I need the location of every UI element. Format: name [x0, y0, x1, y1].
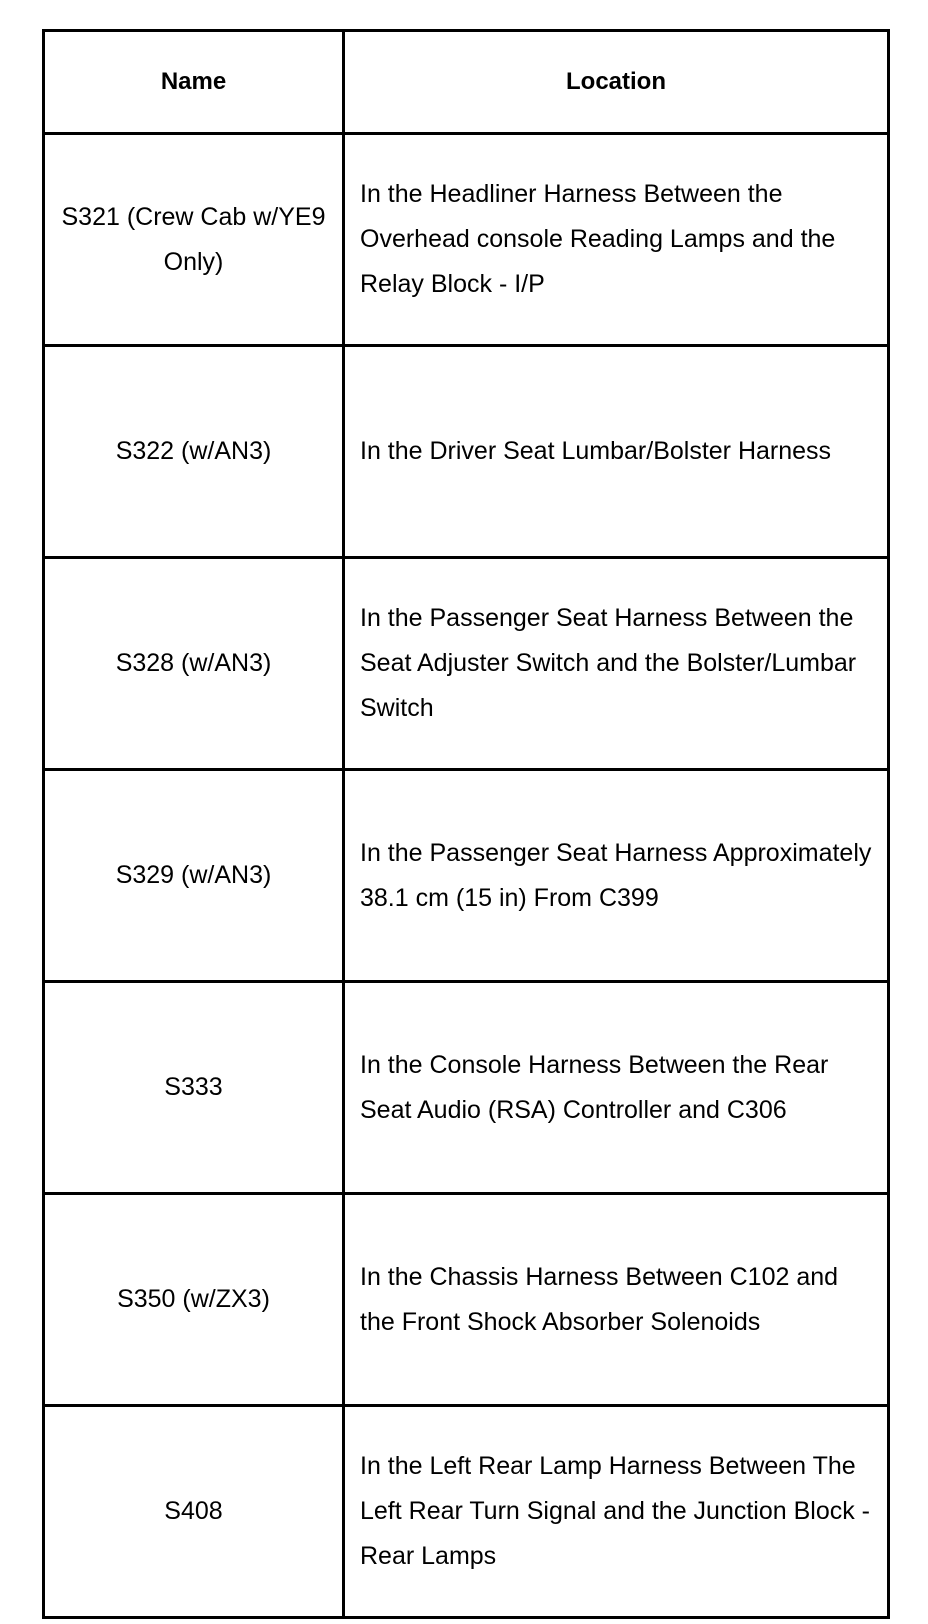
splice-location-table-container — [42, 29, 887, 1619]
name-cell: S408 — [44, 1406, 344, 1618]
header-row — [44, 31, 889, 134]
name-cell: S328 (w/AN3) — [44, 558, 344, 770]
table-row — [44, 770, 889, 982]
location-cell: In the Chassis Harness Between C102 and the Front Shock Absorber Solenoids — [344, 1194, 889, 1406]
table-header — [44, 31, 889, 134]
location-cell: In the Left Rear Lamp Harness Between The Left Rear Turn Signal and the Junction Block - Rear Lamps — [344, 1406, 889, 1618]
location-cell: In the Headliner Harness Between the Overhead console Reading Lamps and the Relay Block - I/P — [344, 134, 889, 346]
table-row — [44, 982, 889, 1194]
location-cell: In the Console Harness Between the Rear Seat Audio (RSA) Controller and C306 — [344, 982, 889, 1194]
name-cell: S329 (w/AN3) — [44, 770, 344, 982]
name-cell: S322 (w/AN3) — [44, 346, 344, 558]
column-header-location: Location — [344, 31, 889, 134]
table-row — [44, 558, 889, 770]
table-body — [44, 134, 889, 1618]
location-cell: In the Driver Seat Lumbar/Bolster Harness — [344, 346, 889, 558]
name-cell: S321 (Crew Cab w/YE9 Only) — [44, 134, 344, 346]
table-row — [44, 346, 889, 558]
location-cell: In the Passenger Seat Harness Approximately 38.1 cm (15 in) From C399 — [344, 770, 889, 982]
table-row — [44, 1406, 889, 1618]
table-row — [44, 1194, 889, 1406]
column-header-name: Name — [44, 31, 344, 134]
location-cell: In the Passenger Seat Harness Between the Seat Adjuster Switch and the Bolster/Lumbar Switch — [344, 558, 889, 770]
name-cell: S333 — [44, 982, 344, 1194]
splice-location-table — [42, 29, 890, 1619]
table-row — [44, 134, 889, 346]
name-cell: S350 (w/ZX3) — [44, 1194, 344, 1406]
